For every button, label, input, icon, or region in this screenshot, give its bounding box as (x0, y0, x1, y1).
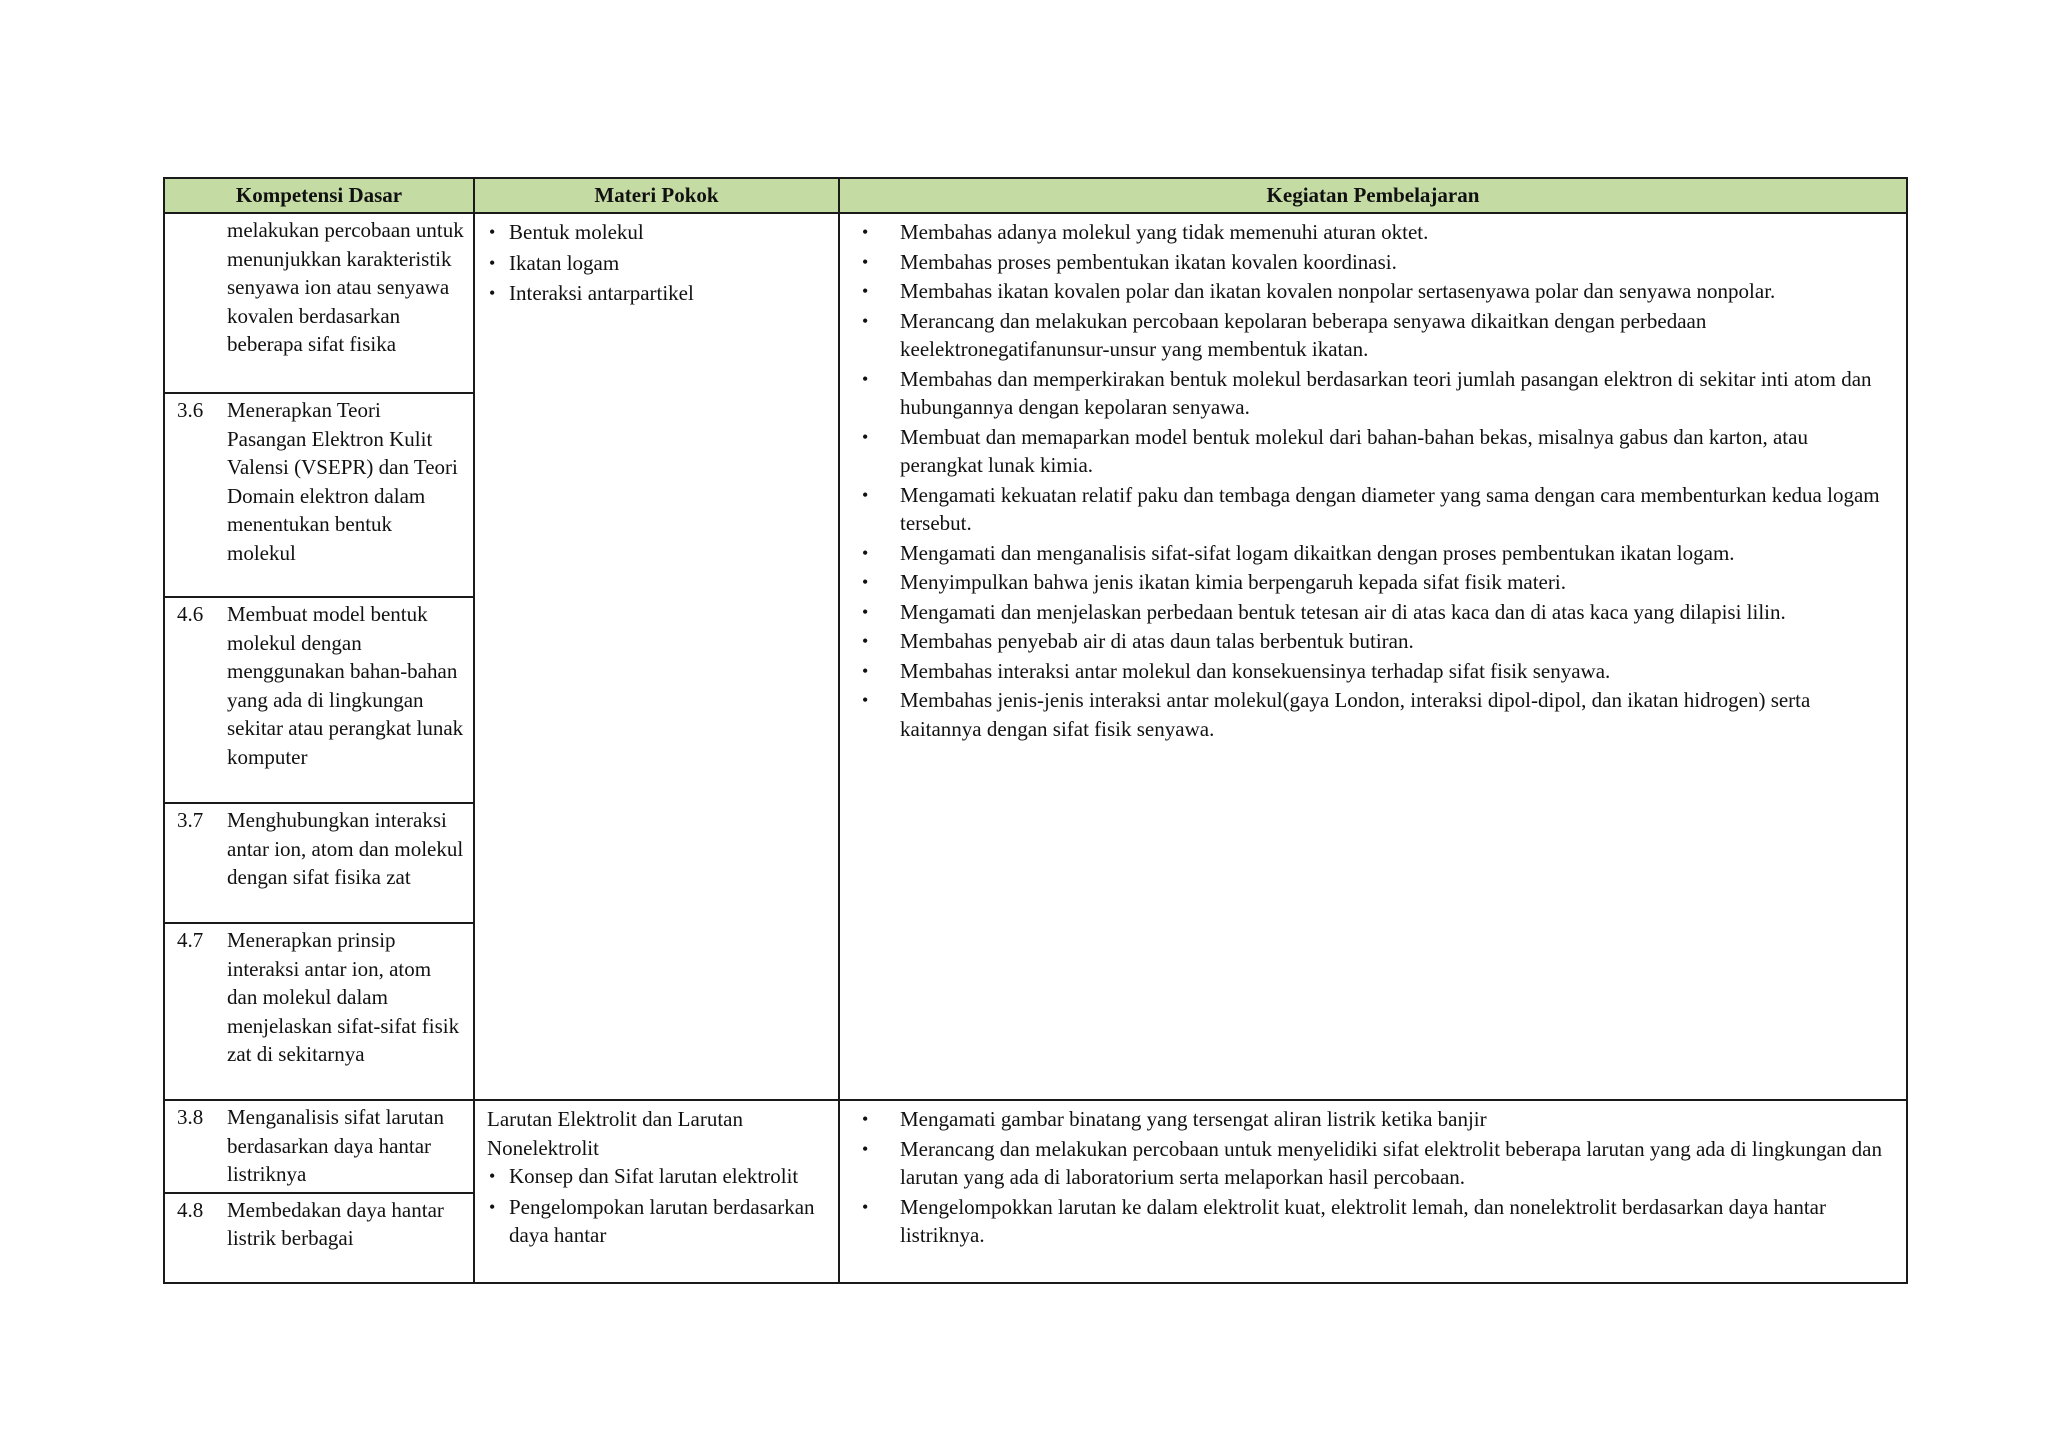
list-item: • Ikatan logam (487, 249, 828, 278)
header-kompetensi-dasar: Kompetensi Dasar (164, 178, 474, 213)
bullet-icon: • (862, 310, 869, 331)
materi-intro: Larutan Elektrolit dan Larutan Nonelektrolit (487, 1107, 743, 1160)
bullet-icon: • (489, 252, 496, 273)
kd-cell (164, 393, 474, 597)
bullet-icon: • (862, 690, 869, 710)
bullet-icon: • (489, 283, 496, 303)
list-item: • Membuat dan memaparkan model bentuk molekul dari bahan-bahan bekas, misalnya gabus dan karton, atau perangkat lunak kimia. (862, 424, 1808, 477)
list-item: • Membahas proses pembentukan ikatan kovalen koordinasi. (852, 248, 1890, 277)
list-item: • Merancang dan melakukan percobaan kepolaran beberapa senyawa dikaitkan dengan perbedaan keelektronegatifanunsur-unsur yang membentuk ikatan. (862, 308, 1707, 361)
table-row (164, 1100, 1907, 1193)
kd-cell (164, 1193, 474, 1283)
bullet-icon: • (862, 426, 869, 447)
list-item: • Mengamati dan menganalisis sifat-sifat logam dikaitkan dengan proses pembentukan ikatan logam. (852, 539, 1890, 568)
kd-text: Membuat model bentuk molekul dengan menggunakan bahan-bahan yang ada di lingkungan sekitar atau perangkat lunak komputer (227, 602, 464, 769)
bullet-icon: • (862, 631, 869, 651)
kd-number: 3.7 (177, 808, 204, 832)
materi-list (487, 1162, 828, 1250)
bullet-icon: • (489, 1166, 496, 1186)
list-item: • Mengamati dan menjelaskan perbedaan bentuk tetesan air di atas kaca dan di atas kaca yang dilapisi lilin. (852, 598, 1890, 627)
bullet-icon: • (489, 222, 496, 242)
kd-cell (164, 213, 474, 393)
syllabus-table (163, 177, 1908, 1284)
bullet-icon: • (862, 542, 869, 563)
materi-pokok-cell (474, 1100, 839, 1283)
list-item: • Membahas interaksi antar molekul dan konsekuensinya terhadap sifat fisik senyawa. (852, 657, 1890, 686)
bullet-icon: • (862, 484, 869, 505)
kegiatan-pembelajaran-cell (839, 213, 1907, 1100)
bullet-icon: • (489, 1196, 496, 1217)
kegiatan-list (852, 218, 1890, 743)
list-item: • Mengamati kekuatan relatif paku dan tembaga dengan diameter yang sama dengan cara membenturkan kedua logam tersebut. (862, 482, 1880, 535)
kd-number: 3.8 (177, 1105, 204, 1129)
materi-pokok-cell (474, 213, 839, 1100)
list-item: • Membahas jenis-jenis interaksi antar molekul(gaya London, interaksi dipol-dipol, dan ikatan hidrogen) serta kaitannya dengan sifat fisik senyawa. (862, 688, 1811, 741)
list-item: • Mengelompokkan larutan ke dalam elektrolit kuat, elektrolit lemah, dan nonelektrolit berdasarkan daya hantar listriknya. (862, 1194, 1826, 1247)
kegiatan-pembelajaran-cell (839, 1100, 1907, 1283)
kd-cell (164, 803, 474, 923)
kd-text: Menerapkan Teori Pasangan Elektron Kulit Valensi (VSEPR) dan Teori Domain elektron dalam menentukan bentuk molekul (227, 398, 458, 565)
list-item: • Interaksi antarpartikel (487, 279, 828, 308)
kd-cell (164, 1100, 474, 1193)
bullet-icon: • (862, 1138, 869, 1159)
list-item: • Membahas ikatan kovalen polar dan ikatan kovalen nonpolar sertasenyawa polar dan senyawa nonpolar. (852, 277, 1890, 306)
list-item: • Pengelompokan larutan berdasarkan daya hantar (489, 1194, 815, 1247)
bullet-icon: • (862, 1196, 869, 1217)
list-item: • Membahas adanya molekul yang tidak memenuhi aturan oktet. (852, 218, 1890, 247)
list-item: • Membahas penyebab air di atas daun talas berbentuk butiran. (852, 627, 1890, 656)
kd-text: Menghubungkan interaksi antar ion, atom dan molekul dengan sifat fisika zat (227, 808, 464, 889)
table-row (164, 213, 1907, 393)
bullet-icon: • (862, 251, 869, 272)
bullet-icon: • (862, 660, 869, 681)
materi-list (487, 218, 828, 308)
header-kegiatan-pembelajaran: Kegiatan Pembelajaran (839, 178, 1907, 213)
kd-text: Membedakan daya hantar listrik berbagai (227, 1197, 444, 1250)
kd-text: Menganalisis sifat larutan berdasarkan daya hantar listriknya (227, 1105, 444, 1186)
list-item: • Bentuk molekul (487, 218, 828, 247)
list-item: • Merancang dan melakukan percobaan untuk menyelidiki sifat elektrolit beberapa larutan yang ada di lingkungan dan larutan yang ada di laboratorium serta melaporkan hasil percobaan. (862, 1136, 1882, 1189)
kd-number: 4.7 (177, 928, 204, 952)
bullet-icon: • (862, 1109, 869, 1129)
kd-cell (164, 597, 474, 803)
bullet-icon: • (862, 281, 869, 301)
header-row (164, 178, 1907, 213)
bullet-icon: • (862, 222, 869, 242)
kd-number: 3.6 (177, 398, 204, 422)
kd-cell (164, 923, 474, 1100)
list-item: • Membahas dan memperkirakan bentuk molekul berdasarkan teori jumlah pasangan elektron di sekitar inti atom dan hubungannya dengan kepolaran senyawa. (862, 366, 1872, 419)
list-item: • Mengamati gambar binatang yang tersengat aliran listrik ketika banjir (852, 1105, 1890, 1134)
kd-text: melakukan percobaan untuk menunjukkan karakteristik senyawa ion atau senyawa kovalen berdasarkan beberapa sifat fisika (227, 218, 464, 356)
list-item: • Konsep dan Sifat larutan elektrolit (487, 1162, 828, 1191)
bullet-icon: • (862, 368, 869, 389)
kd-number: 4.6 (177, 602, 204, 626)
header-materi-pokok: Materi Pokok (474, 178, 839, 213)
list-item: • Menyimpulkan bahwa jenis ikatan kimia berpengaruh kepada sifat fisik materi. (852, 568, 1890, 597)
kd-text: Menerapkan prinsip interaksi antar ion, atom dan molekul dalam menjelaskan sifat-sifat fisik zat di sekitarnya (227, 928, 460, 1066)
kd-number: 4.8 (177, 1197, 204, 1222)
bullet-icon: • (862, 572, 869, 592)
bullet-icon: • (862, 601, 869, 622)
kegiatan-list (852, 1105, 1890, 1250)
